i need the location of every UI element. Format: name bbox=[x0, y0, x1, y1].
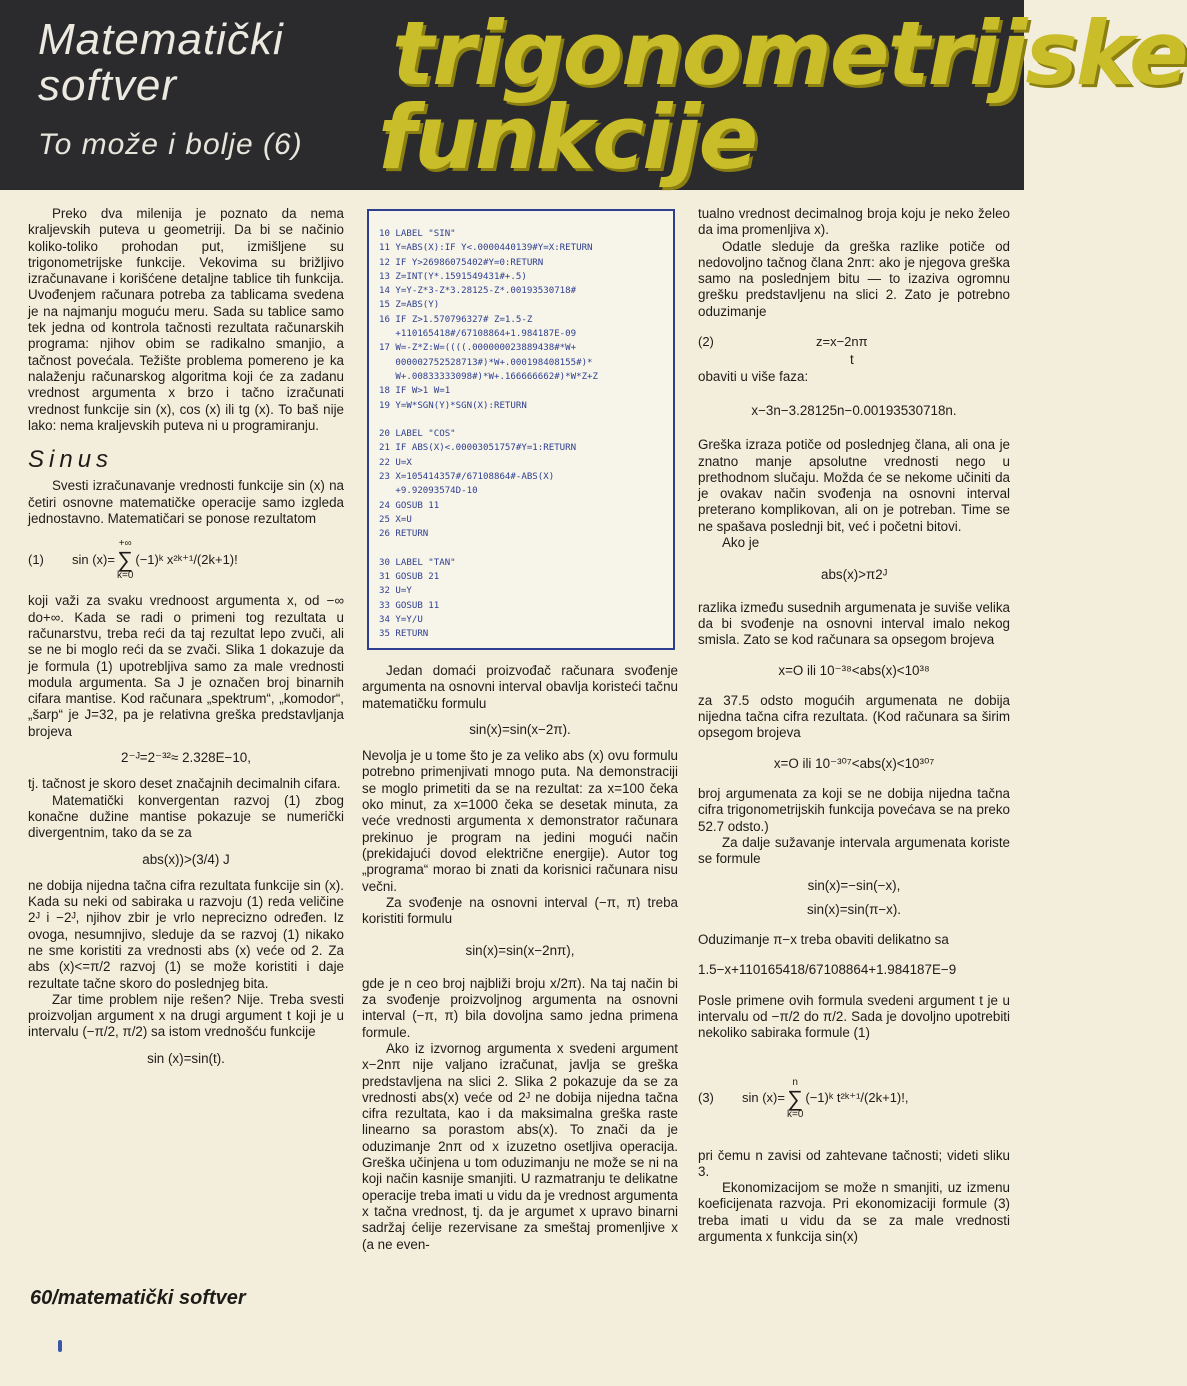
paragraph: Jedan domaći proizvođač računara svođenje argumenta na osnovni interval obavlja koristeći tačnu matematičku formulu bbox=[362, 663, 678, 711]
intro-paragraph: Preko dva milenija je poznato da nema kraljevskih puteva u geometriji. Da bi se načinio koliko-toliko prohodan put, izmišljene su trigonometrijske funkcije. Vekovima su brižljivo izračunavane i korišćene detaljne tablice tih funkcija. Uvođenjem računara potreba za tablicama svedena je na najmanju moguću meru. Sada su tablice samo tek jedna od kontrola tačnosti rezultata računarskih programa: njihov obim se radikalno smanjio, a tačnost povećala. Težište problema pomereno je ka nalaženju računarskog algoritma koji će za zadanu vrednost argumenta x brzo i tačno izračunati vrednost funkcije sin (x), cos (x) ili tg (x). To baš nije lako: nema kraljevskih puteva ni u programiranju. bbox=[28, 206, 344, 433]
paragraph: Posle primene ovih formula svedeni argument t je u intervalu od −π/2 do π/2. Sada je dovoljno upotrebiti nekoliko sabiraka formule (1) bbox=[698, 992, 1010, 1041]
section-title-line1: Matematički bbox=[38, 15, 284, 64]
sigma-lower: k=0 bbox=[116, 570, 134, 582]
header-banner bbox=[0, 0, 1187, 190]
paragraph: Ako je bbox=[722, 535, 760, 551]
equation-error: 2⁻ᴶ=2⁻³²≈ 2.328E−10, bbox=[121, 750, 251, 766]
sigma-symbol bbox=[787, 1078, 803, 1120]
equation-number: (3) bbox=[698, 1090, 714, 1106]
paragraph: Za dalje sužavanje intervala argumenata koriste se formule bbox=[698, 834, 1010, 867]
equation-number: (1) bbox=[28, 552, 44, 568]
column-2 bbox=[362, 663, 678, 1253]
paragraph: Ekonomizacijom se može n smanjiti, uz izmenu koeficijenata razvoja. Pri ekonomizaciji formule (3) treba imati u vidu da se za male vrednosti argumenta x funkcija sin(x) bbox=[698, 1180, 1010, 1245]
equation-right: (−1)ᵏ x²ᵏ⁺¹/(2k+1)! bbox=[135, 552, 238, 568]
paragraph: ne dobija nijedna tačna cifra rezultata funkcije sin (x). Kada su neki od sabiraka u razvoju (1) reda veličine 2ᴶ i −2ᴶ, njihov zbir je vrlo neprecizno određen. Iz ovoga, nesumnjivo, sleduje da se razvoj (1) nikako ne sme koristiti za vrednosti abs (x) veće od 2. Za abs (x)<=π/2 razvoj (1) se može koristiti i daje rezultate tačne skoro do poslednjeg bita. bbox=[28, 877, 344, 991]
sigma-upper: +∞ bbox=[118, 538, 132, 550]
equation: 1.5−x+110165418/67108864+1.984187E−9 bbox=[698, 962, 957, 978]
paragraph: koji važi za svaku vrednoost argumenta x, od −∞ do+∞. Kada se radi o primeni tog rezultata u računarstvu, treba reći da taj rezultat lepo zvuči, ali se ne bi moglo reći da se zvači. Slika 1 dokazuje da je formula (1) upotrebljiva samo za male vrednosti modula argumenta. Sa J je označen broj binarnih cifara mantise. Kod računara „spektrum“, „komodor“, „šarp“ je J=32, pa je relativna greška predstavljanja brojeva bbox=[28, 593, 344, 739]
paragraph: za 37.5 odsto mogućih argumenata ne dobija nijedna tačna cifra rezultata. (Kod računara sa širim opsegom brojeva bbox=[698, 692, 1010, 741]
paragraph: Ako iz izvornog argumenta x svedeni argument x−2nπ nije valjano izračunat, javlja se greška predstavljena na slici 2. Slika 2 pokazuje da se za vrednosti abs(x) veće od 2ᴶ ne dobija nijedna tačna cifra rezultata, kao i da maksimalna greška raste linearno sa porastom abs(x). To znači da je oduzimanje 2nπ od x izuzetno osetljiva operacija. Greška učinjena u tom oduzimanju ne može se ni na koji način kasnije smanjiti. U razmatranju te delikatne operacije treba imati u vidu da je vrednost argumenta x tačna vrednost, tj. da je argumet x upravo binarni sadržaj ćelije rezervisane za smeštaj promenljive x (a ne even- bbox=[362, 1040, 678, 1252]
paragraph: Greška izraza potiče od poslednjeg člana, ali ona je znatno manje apsolutne vrednosti nego u prethodnom slučaju. Možda će se nekome učiniti da je ovakav način svođenja na osnovni interval preterano komplikovan, ali on je potreban. Time se ne spašava poslednji bit, već i početni bitovi. bbox=[698, 437, 1010, 534]
equation-number: (2) bbox=[698, 334, 714, 350]
section-title-line2: softver bbox=[38, 61, 178, 110]
sigma-lower: k=0 bbox=[786, 1108, 804, 1120]
equation: x=O ili 10⁻³⁸<abs(x)<10³⁸ bbox=[778, 662, 930, 678]
equation-1 bbox=[28, 539, 344, 581]
paragraph: broj argumenata za koji se ne dobija nijedna tačna cifra trigonometrijskih funkcija povećava se na preko 52.7 odsto.) bbox=[698, 786, 1010, 834]
paragraph: Svesti izračunavanje vrednosti funkcije sin (x) na četiri osnovne matematičke operacije samo izgleda jednostavno. Matematičari se ponose rezultatom bbox=[28, 478, 344, 527]
equation-sint: sin (x)=sin(t). bbox=[147, 1050, 225, 1066]
page-footer-label: 60/matematički softver bbox=[30, 1287, 246, 1309]
equation: sin(x)=sin(x−2π). bbox=[469, 721, 571, 737]
equation-left: sin (x)= bbox=[72, 552, 115, 568]
paragraph: Odatle sleduje da greška razlike potiče od nedovoljno tačnog člana 2nπ: ako je njegova greška samo na poslednjem bitu — to izaziva ogromnu grešku predstavljenu na slici 2. Zato je potrebno oduzimanje bbox=[698, 238, 1010, 319]
section-heading-sinus: Sinus bbox=[28, 446, 114, 474]
equation-2 bbox=[698, 334, 1010, 350]
paragraph: Oduzimanje π−x treba obaviti delikatno sa bbox=[698, 932, 949, 948]
program-listing bbox=[367, 209, 675, 650]
equation-left: sin (x)= bbox=[742, 1090, 785, 1106]
paragraph: pri čemu n zavisi od zahtevane tačnosti; videti sliku 3. bbox=[698, 1147, 1010, 1179]
sigma-upper: n bbox=[792, 1076, 798, 1088]
paragraph: tualno vrednost decimalnog broja koju je neko želeo da ima promenljiva x). bbox=[698, 206, 1010, 238]
equation: sin(x)=sin(π−x). bbox=[806, 901, 902, 917]
paragraph: razlika između susednih argumenata je suviše velika da bi svođenje na osnovni interval imalo nekog smisla. Zato se kod računara sa opsegom brojeva bbox=[698, 599, 1010, 648]
equation-subscript: t bbox=[850, 352, 854, 368]
paragraph: tj. tačnost je skoro deset značajnih decimalnih cifara. bbox=[28, 776, 341, 792]
equation: abs(x)>π2ᴶ bbox=[821, 567, 887, 583]
sigma-symbol bbox=[117, 539, 133, 581]
paragraph: Nevolja je u tome što je za veliko abs (x) ovu formulu potrebno primenjivati mnogo puta. Na demonstraciji se moglo primetiti da se na rezultat: za x=100 čeka oko minut, za x=1000 čeka se desetak minuta, za veće vrednosti argumenta x demonstrator računara prekinuo je program na jedini mogući način (prekidajući dovod električne energije). Autor tog „programa“ morao bi znati da korisnici računara nisu večni. bbox=[362, 748, 678, 894]
equation: sin(x)=−sin(−x), bbox=[807, 877, 901, 893]
equation: x−3n−3.28125n−0.00193530718n. bbox=[751, 402, 957, 418]
ink-mark bbox=[58, 1340, 62, 1352]
listing-code: 10 LABEL "SIN" 11 Y=ABS(X):IF Y<.0000440139#Y=X:RETURN 12 IF Y>26986075402#Y=0:RETURN 13 Z=INT(Y*.1591549431#+.5) 14 Y=Y-Z*3-Z*3.28125-Z*.00193530718# 15 Z=ABS(Y) 16 IF Z>1.570796327# Z=1.5-Z +110165418#/67108864+1.984187E-09 17 W=-Z*Z:W=((((.000000023889438#*W+ 000002752528713#)*W+.000198408155#)* W+.00833333098#)*W+.166666662#)*W*Z+Z 18 IF W>1 W=1 19 Y=W*SGN(Y)*SGN(X):RETURN 20 LABEL "COS" 21 IF ABS(X)<.00003051757#Y=1:RETURN 22 U=X 23 X=105414357#/67108864#-ABS(X) +9.92093574D-10 24 GOSUB 11 25 X=U 26 RETURN 30 LABEL "TAN" 31 GOSUB 21 32 U=Y 33 GOSUB 11 34 Y=Y/U 35 RETURN bbox=[379, 229, 598, 640]
sigma-glyph: ∑ bbox=[117, 547, 134, 573]
article-title-line2: funkcije bbox=[378, 86, 757, 189]
equation-3 bbox=[698, 1078, 1010, 1120]
paragraph: obaviti u više faza: bbox=[698, 368, 809, 384]
article-title-line1: trigonometrijske bbox=[392, 2, 1187, 105]
column-1 bbox=[28, 206, 344, 1077]
equation-right: (−1)ᵏ t²ᵏ⁺¹/(2k+1)!, bbox=[805, 1090, 909, 1106]
sigma-glyph: ∑ bbox=[787, 1085, 804, 1111]
equation: x=O ili 10⁻³⁰⁷<abs(x)<10³⁰⁷ bbox=[773, 755, 935, 771]
series-title: To može i bolje (6) bbox=[38, 128, 303, 161]
paragraph: Zar time problem nije rešen? Nije. Treba svesti proizvoljan argument x na drugi argument t koji je u intervalu (−π/2, π/2) sa istom vrednošću funkcije bbox=[28, 991, 344, 1040]
equation: sin(x)=sin(x−2nπ), bbox=[465, 943, 575, 959]
column-3 bbox=[698, 206, 1010, 1245]
equation-abs: abs(x))>(3/4) J bbox=[142, 851, 230, 867]
paragraph: Za svođenje na osnovni interval (−π, π) treba koristiti formulu bbox=[362, 894, 678, 927]
paragraph: gde je n ceo broj najbliži broju x/2π). Na taj način bi za svođenje proizvoljnog argumenta na osnovni interval (−π, π) bila dovoljna samo jedna primena formule. bbox=[362, 975, 678, 1040]
equation-body: z=x−2nπ bbox=[816, 334, 868, 350]
paragraph: Matematički konvergentan razvoj (1) zbog konačne dužine mantise pokazuje se numerički divergentnim, tako da se za bbox=[28, 792, 344, 841]
